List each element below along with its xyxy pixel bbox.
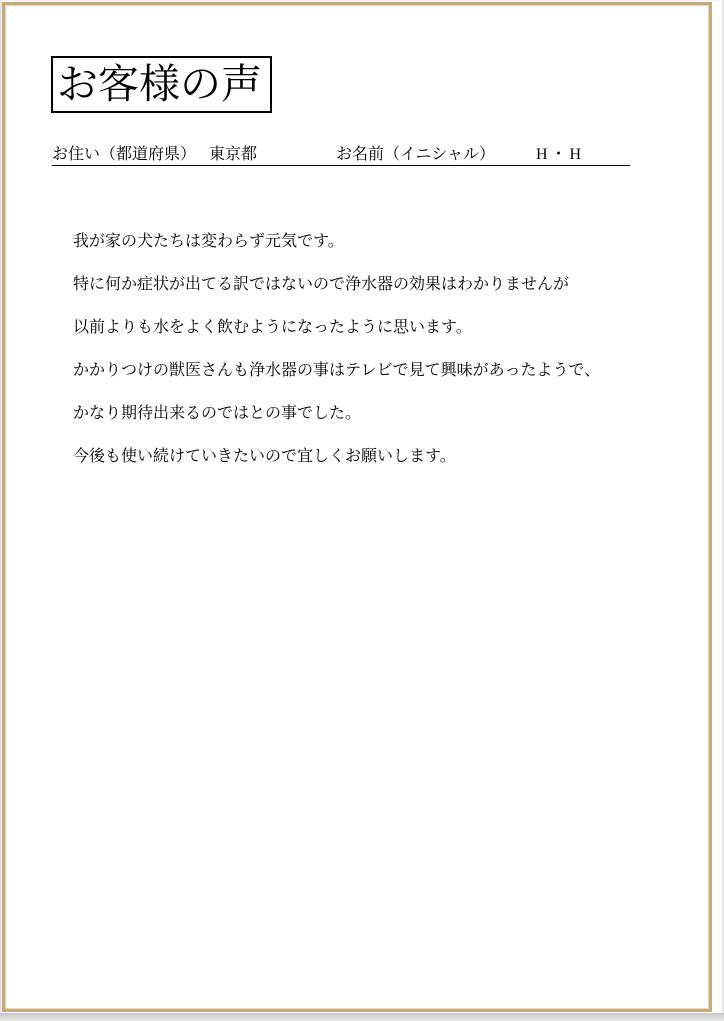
name-value: H・H bbox=[536, 146, 585, 163]
document-title: お客様の声 bbox=[57, 61, 262, 107]
name-label: お名前（イニシャル） bbox=[336, 146, 496, 163]
testimonial-line: 以前よりも水をよく飲むようになったように思います。 bbox=[73, 319, 472, 336]
testimonial-line: かかりつけの獣医さんも浄水器の事はテレビで見て興味があったようで、 bbox=[73, 362, 601, 379]
info-line bbox=[52, 144, 630, 166]
testimonial-line: 我が家の犬たちは変わらず元気です。 bbox=[73, 233, 344, 250]
testimonial-line: かなり期待出来るのではとの事でした。 bbox=[73, 405, 362, 422]
testimonial-line: 今後も使い続けていきたいので宜しくお願いします。 bbox=[73, 448, 456, 465]
page-edge-left bbox=[0, 0, 2, 1021]
testimonial-line: 特に何か症状が出てる訳ではないので浄水器の効果はわかりませんが bbox=[73, 276, 570, 293]
testimonial-body bbox=[73, 232, 673, 490]
page-edge-bottom bbox=[0, 1013, 724, 1021]
page-edge-top bbox=[0, 0, 724, 2]
document-title-box bbox=[51, 56, 272, 113]
residence-label: お住い（都道府県） bbox=[52, 146, 197, 163]
residence-value: 東京都 bbox=[209, 146, 258, 163]
